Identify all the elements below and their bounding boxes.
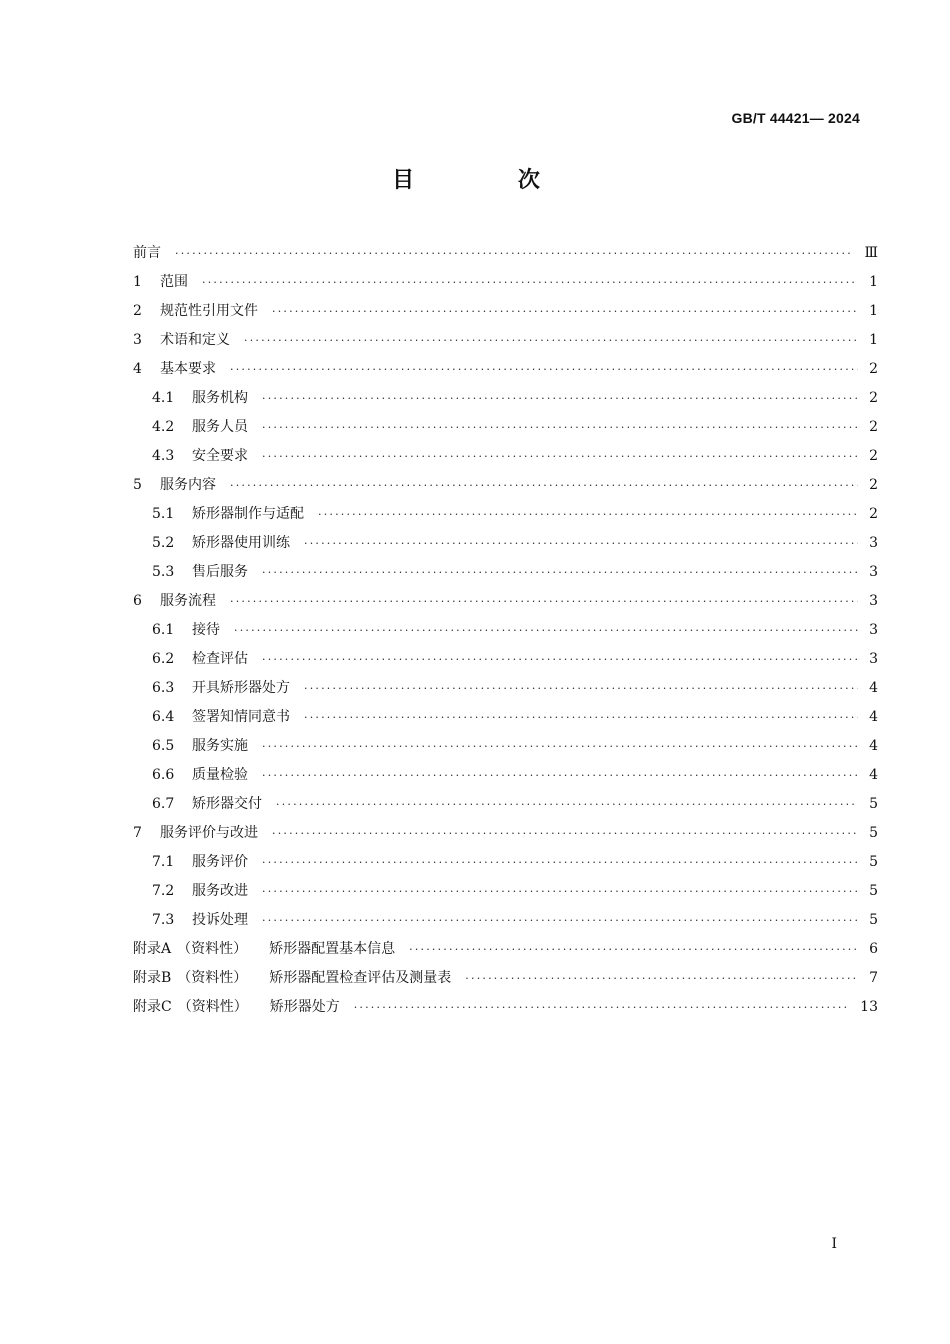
toc-entry[interactable] [133,471,878,500]
dot-leader [262,384,858,413]
section-title: 检查评估 [192,651,248,667]
section-title: 术语和定义 [160,332,230,348]
section-title: 投诉处理 [192,912,248,928]
page-ref: 5 [869,854,878,870]
section-title: 服务评价与改进 [160,825,258,841]
section-title: 开具矫形器处方 [192,680,290,696]
section-title: 服务机构 [192,390,248,406]
dot-leader [244,326,858,355]
dot-leader [262,761,858,790]
page-ref: 1 [869,332,878,348]
annex-title: 矫形器配置检查评估及测量表 [269,970,452,986]
annex-label: 附录A [133,941,172,957]
section-title: 规范性引用文件 [160,303,258,319]
dot-leader [234,616,858,645]
dot-leader [318,500,858,529]
toc-entry[interactable] [133,703,878,732]
section-number: 7.2 [152,883,175,899]
dot-leader [272,297,858,326]
dot-leader [262,645,858,674]
toc-entry[interactable] [133,732,878,761]
section-number: 6.2 [152,651,175,667]
dot-leader [262,848,858,877]
dot-leader [272,819,858,848]
dot-leader [262,877,858,906]
section-title: 接待 [192,622,220,638]
toc-entry[interactable] [133,761,878,790]
dot-leader [262,558,858,587]
page-ref: 5 [869,912,878,928]
toc-entry[interactable] [133,790,878,819]
section-title: 矫形器制作与适配 [192,506,304,522]
toc-entry[interactable] [133,297,878,326]
toc-entry[interactable] [133,326,878,355]
page-ref: 1 [869,274,878,290]
annex-title: 矫形器配置基本信息 [269,941,396,957]
annex-type: （资料性） [177,999,248,1015]
section-title: 服务内容 [160,477,216,493]
toc-entry[interactable] [133,587,878,616]
annex-title: 矫形器处方 [269,999,340,1015]
page-ref: 13 [860,999,878,1015]
dot-leader [262,442,858,471]
dot-leader [202,268,858,297]
annex-type: （资料性） [177,941,248,957]
annex-entry[interactable] [133,964,878,993]
section-title: 矫形器使用训练 [192,535,290,551]
section-number: 6.6 [152,767,175,783]
section-number: 5.3 [152,564,175,580]
toc-entry[interactable] [133,645,878,674]
toc-entry[interactable] [133,384,878,413]
section-title: 服务实施 [192,738,248,754]
dot-leader [230,471,858,500]
section-title: 服务流程 [160,593,216,609]
dot-leader [276,790,858,819]
toc-entry[interactable] [133,906,878,935]
dot-leader [230,355,858,384]
dot-leader [409,935,858,964]
page-ref: 5 [869,825,878,841]
dot-leader [304,703,858,732]
dot-leader [262,732,858,761]
toc-entry[interactable] [133,239,878,268]
toc-entry[interactable] [133,819,878,848]
page-number: Ⅰ [831,1236,837,1252]
section-number: 4 [133,361,142,377]
section-number: 5.2 [152,535,175,551]
page-ref: 7 [869,970,878,986]
section-title: 基本要求 [160,361,216,377]
toc-entry[interactable] [133,674,878,703]
section-number: 4.2 [152,419,175,435]
toc-entry[interactable] [133,500,878,529]
page-ref: 2 [869,361,878,377]
dot-leader [304,529,858,558]
dot-leader [175,239,854,268]
section-number: 7 [133,825,142,841]
toc-title: 目 次 [392,167,588,193]
section-number: 6 [133,593,142,609]
page-ref: 3 [869,535,878,551]
page-ref: 3 [869,564,878,580]
page-ref: 4 [869,767,878,783]
standard-code: GB/T 44421— 2024 [731,110,860,126]
annex-label: 附录B [133,970,172,986]
section-number: 5.1 [152,506,175,522]
dot-leader [354,993,850,1022]
section-title: 前言 [133,245,161,261]
toc-entry[interactable] [133,268,878,297]
section-number: 6.7 [152,796,175,812]
page-ref: 4 [869,709,878,725]
annex-label: 附录C [133,999,172,1015]
dot-leader [230,587,858,616]
annex-type: （资料性） [177,970,248,986]
toc-entry[interactable] [133,413,878,442]
toc-entry[interactable] [133,877,878,906]
section-title: 范围 [160,274,188,290]
section-title: 服务评价 [192,854,248,870]
section-title: 质量检验 [192,767,248,783]
page-ref: 2 [869,419,878,435]
page-ref: 3 [869,622,878,638]
section-title: 服务人员 [192,419,248,435]
page-ref: Ⅲ [864,245,878,261]
dot-leader [262,413,858,442]
section-title: 售后服务 [192,564,248,580]
toc-entry[interactable] [133,529,878,558]
section-number: 6.5 [152,738,175,754]
page-ref: 2 [869,506,878,522]
section-number: 2 [133,303,142,319]
section-number: 7.3 [152,912,175,928]
section-number: 4.3 [152,448,175,464]
dot-leader [262,906,858,935]
section-number: 7.1 [152,854,175,870]
section-number: 6.4 [152,709,175,725]
annex-entry[interactable] [133,935,878,964]
toc-entry[interactable] [133,848,878,877]
page-ref: 2 [869,448,878,464]
page-ref: 1 [869,303,878,319]
section-title: 签署知情同意书 [192,709,290,725]
page-ref: 5 [869,883,878,899]
toc-entry[interactable] [133,616,878,645]
section-number: 1 [133,274,142,290]
page-ref: 3 [869,651,878,667]
section-number: 5 [133,477,142,493]
annex-entry[interactable] [133,993,878,1022]
page-ref: 2 [869,390,878,406]
dot-leader [465,964,858,993]
section-title: 矫形器交付 [192,796,262,812]
toc-entry[interactable] [133,442,878,471]
page-ref: 2 [869,477,878,493]
page-ref: 6 [869,941,878,957]
section-title: 安全要求 [192,448,248,464]
dot-leader [304,674,858,703]
section-number: 3 [133,332,142,348]
page-ref: 4 [869,680,878,696]
page-ref: 3 [869,593,878,609]
table-of-contents [133,239,878,1022]
section-number: 4.1 [152,390,175,406]
page-ref: 4 [869,738,878,754]
section-title: 服务改进 [192,883,248,899]
toc-entry[interactable] [133,558,878,587]
page-ref: 5 [869,796,878,812]
toc-entry[interactable] [133,355,878,384]
section-number: 6.1 [152,622,175,638]
section-number: 6.3 [152,680,175,696]
